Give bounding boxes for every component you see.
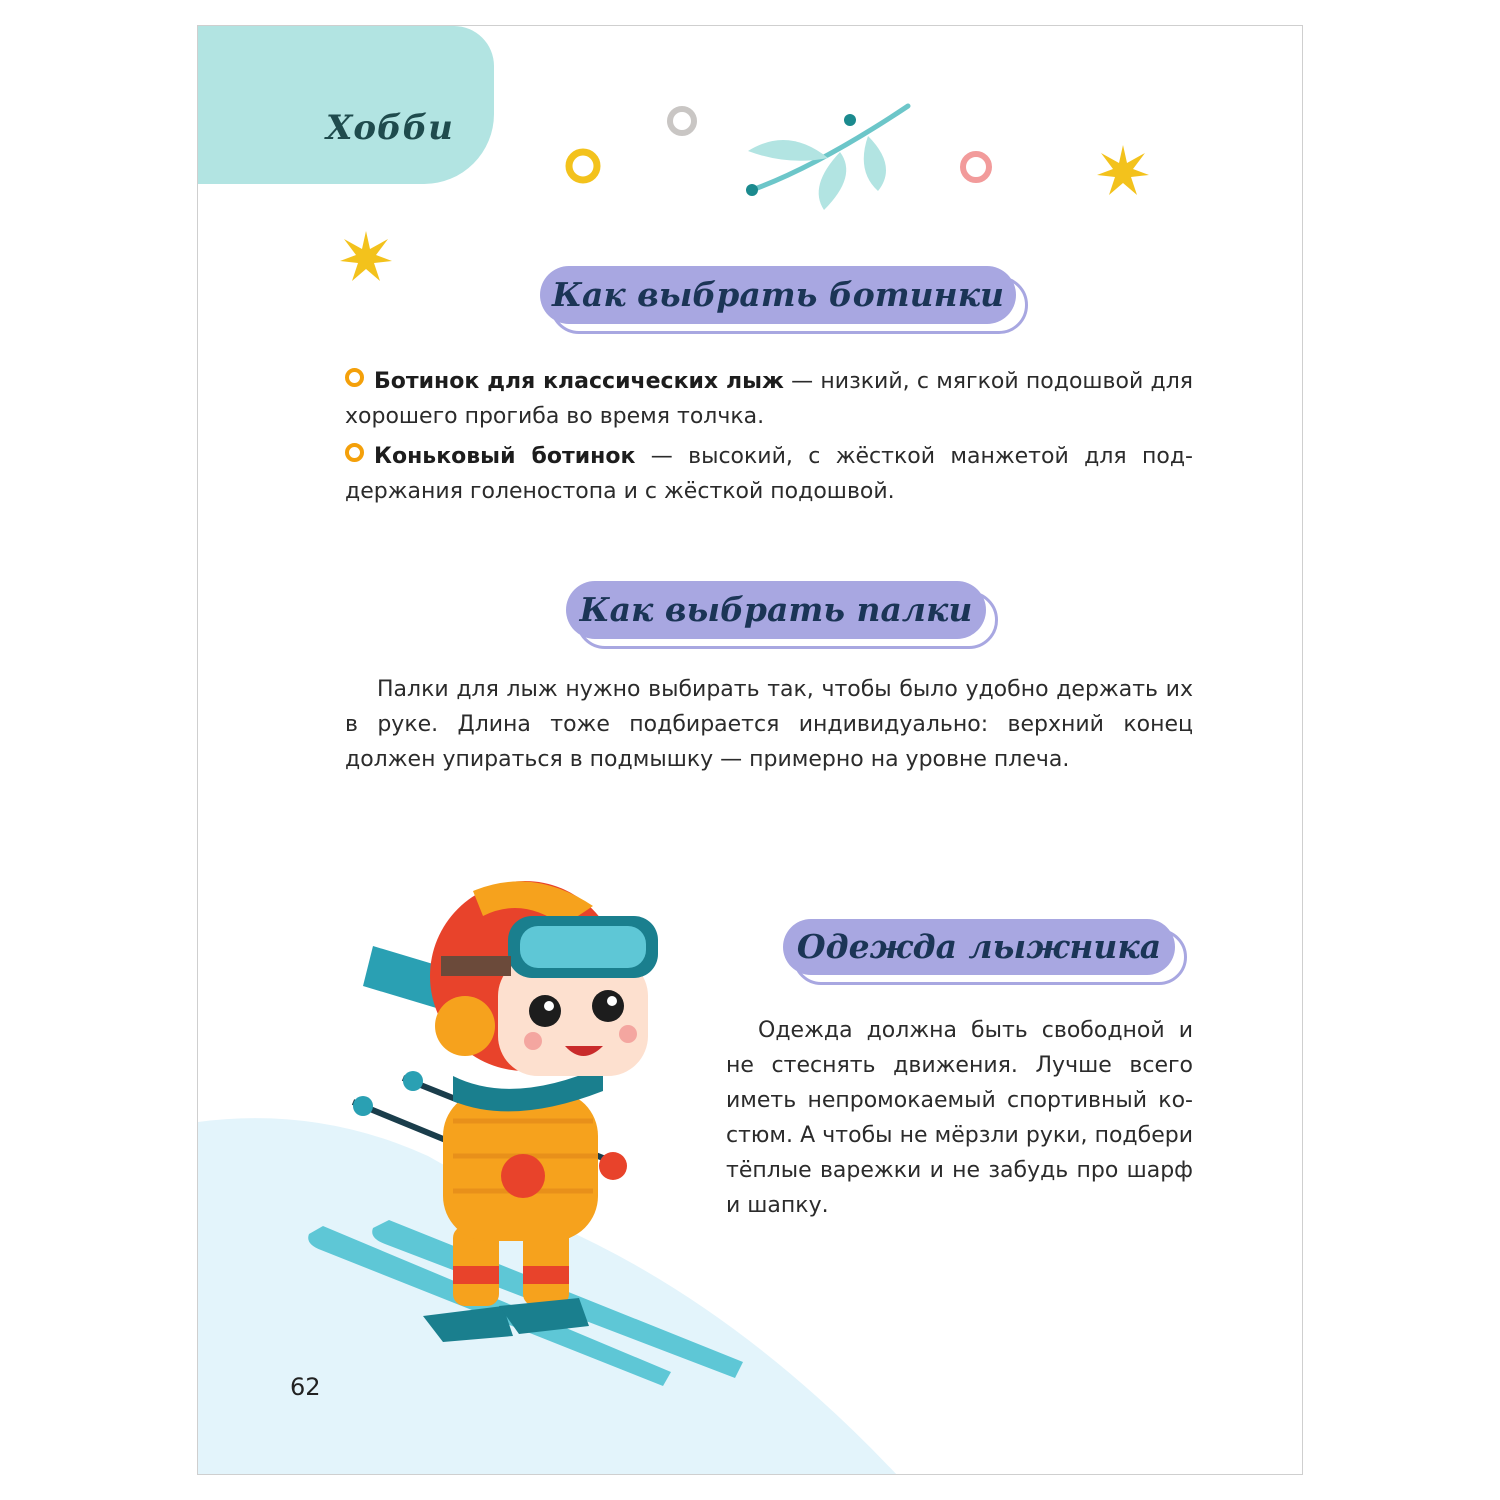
clothing-heading xyxy=(783,919,1175,975)
star-icon xyxy=(1095,143,1151,199)
section-tab-label: Хобби xyxy=(326,108,454,148)
boots-list xyxy=(345,364,1193,509)
book-page xyxy=(197,25,1303,1475)
heading-title: Одежда лыжника xyxy=(796,927,1162,966)
star-icon xyxy=(338,229,394,285)
list-item xyxy=(345,364,1193,434)
list-item-term: Ботинок для классических лыж xyxy=(374,369,784,394)
heading-title: Как выбрать палки xyxy=(579,590,973,629)
paragraph-text: Одежда должна быть свободной и не стеснять движения. Лучше всего иметь непромокаемый спортивный костюм. А чтобы не мёрзли руки, подбери тёплые варежки и не забудь про шарф и шапку. xyxy=(726,1018,1193,1218)
paragraph-text: Палки для лыж нужно выбирать так, чтобы было удобно держать их в руке. Длина тоже подбирается индивидуально: верхний конец должен упираться в подмышку — примерно на уровне плеча. xyxy=(345,677,1193,772)
child-skier-icon xyxy=(303,866,753,1391)
poles-paragraph xyxy=(345,672,1193,777)
clothing-paragraph xyxy=(726,1013,1193,1223)
list-item xyxy=(345,439,1193,509)
section-tab xyxy=(198,26,494,184)
list-item-text: — высокий, с жёсткой манжетой для поддержания голеностопа и с жёсткой подошвой. xyxy=(345,444,1193,504)
boots-heading xyxy=(540,266,1016,324)
bullet-icon xyxy=(345,368,364,387)
list-item-text: — низкий, с мягкой подошвой для хорошего прогиба во время толчка. xyxy=(345,369,1193,429)
bullet-icon xyxy=(345,443,364,462)
poles-heading xyxy=(566,581,986,639)
list-item-term: Коньковый ботинок xyxy=(374,444,636,469)
heading-title: Как выбрать ботинки xyxy=(551,275,1005,314)
branch-icon xyxy=(728,96,928,216)
page-number: 62 xyxy=(290,1373,321,1401)
